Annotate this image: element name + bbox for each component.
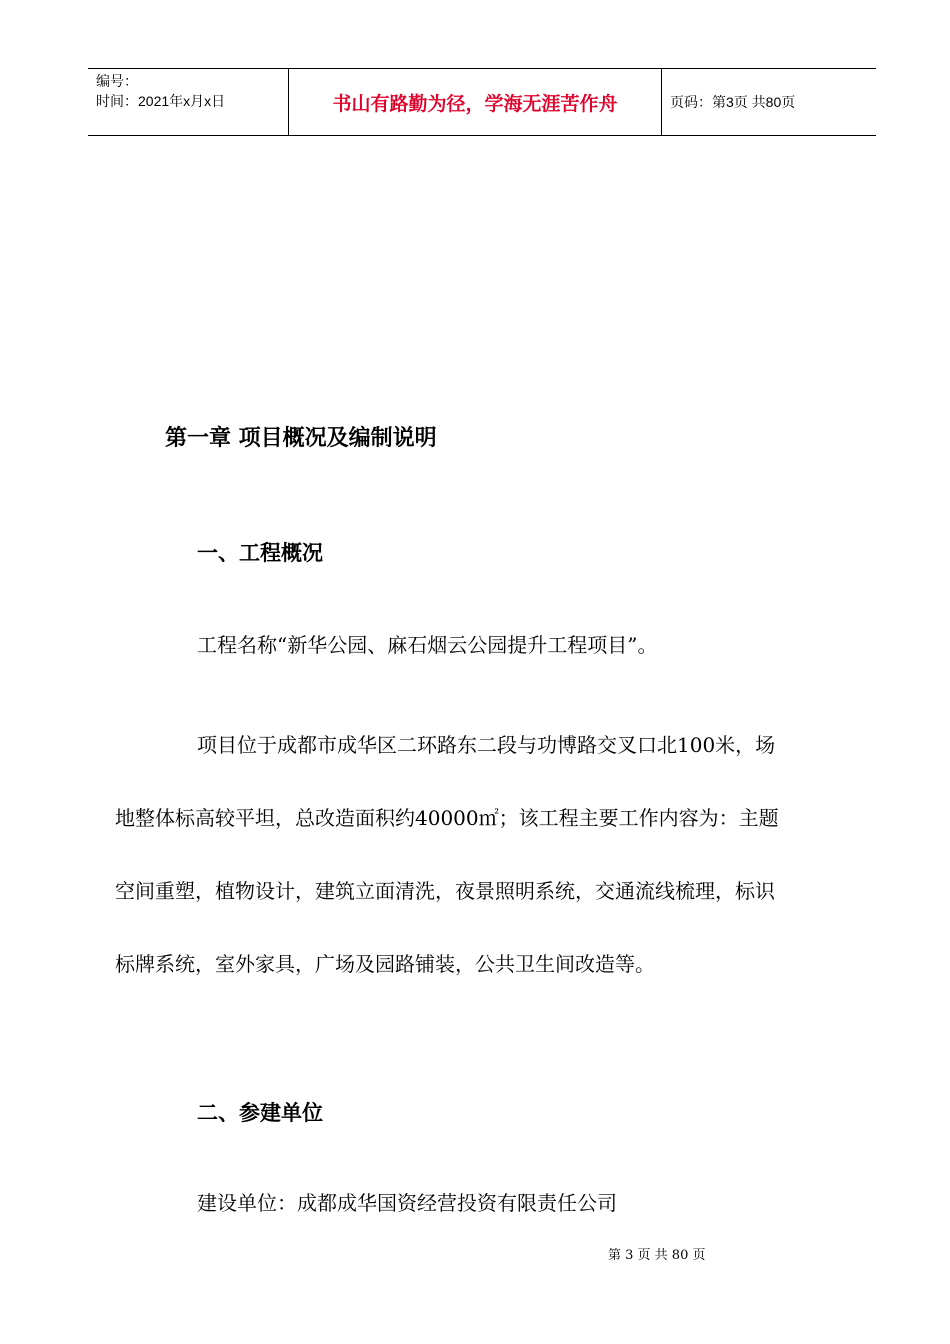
section-heading-overview: 一、工程概况 [197,541,323,565]
chapter-title: 第一章 项目概况及编制说明 [165,426,437,451]
page-footer: 第 3 页 共 80 页 [608,1248,706,1263]
page-header [88,68,876,136]
header-page-info: 页码：第3页 共80页 [670,94,796,110]
time-label: 时间：2021年x月x日 [96,93,226,109]
serial-number-label: 编号： [96,73,138,89]
paragraph-location-line4: 标牌系统，室外家具，广场及园路铺装，公共卫生间改造等。 [115,952,655,976]
paragraph-location-line2: 地整体标高较平坦，总改造面积约40000㎡；该工程主要工作内容为：主题 [115,806,779,830]
header-motto: 书山有路勤为径，学海无涯苦作舟 [288,69,662,135]
paragraph-location-line1: 项目位于成都市成华区二环路东二段与功博路交叉口北100米，场 [197,733,776,757]
paragraph-project-name: 工程名称“新华公园、麻石烟云公园提升工程项目”。 [197,633,658,657]
paragraph-construction-unit: 建设单位：成都成华国资经营投资有限责任公司 [197,1191,617,1215]
header-meta [88,69,288,135]
paragraph-location-line3: 空间重塑，植物设计，建筑立面清洗，夜景照明系统，交通流线梳理，标识 [115,879,775,903]
section-heading-participants: 二、参建单位 [197,1101,323,1125]
